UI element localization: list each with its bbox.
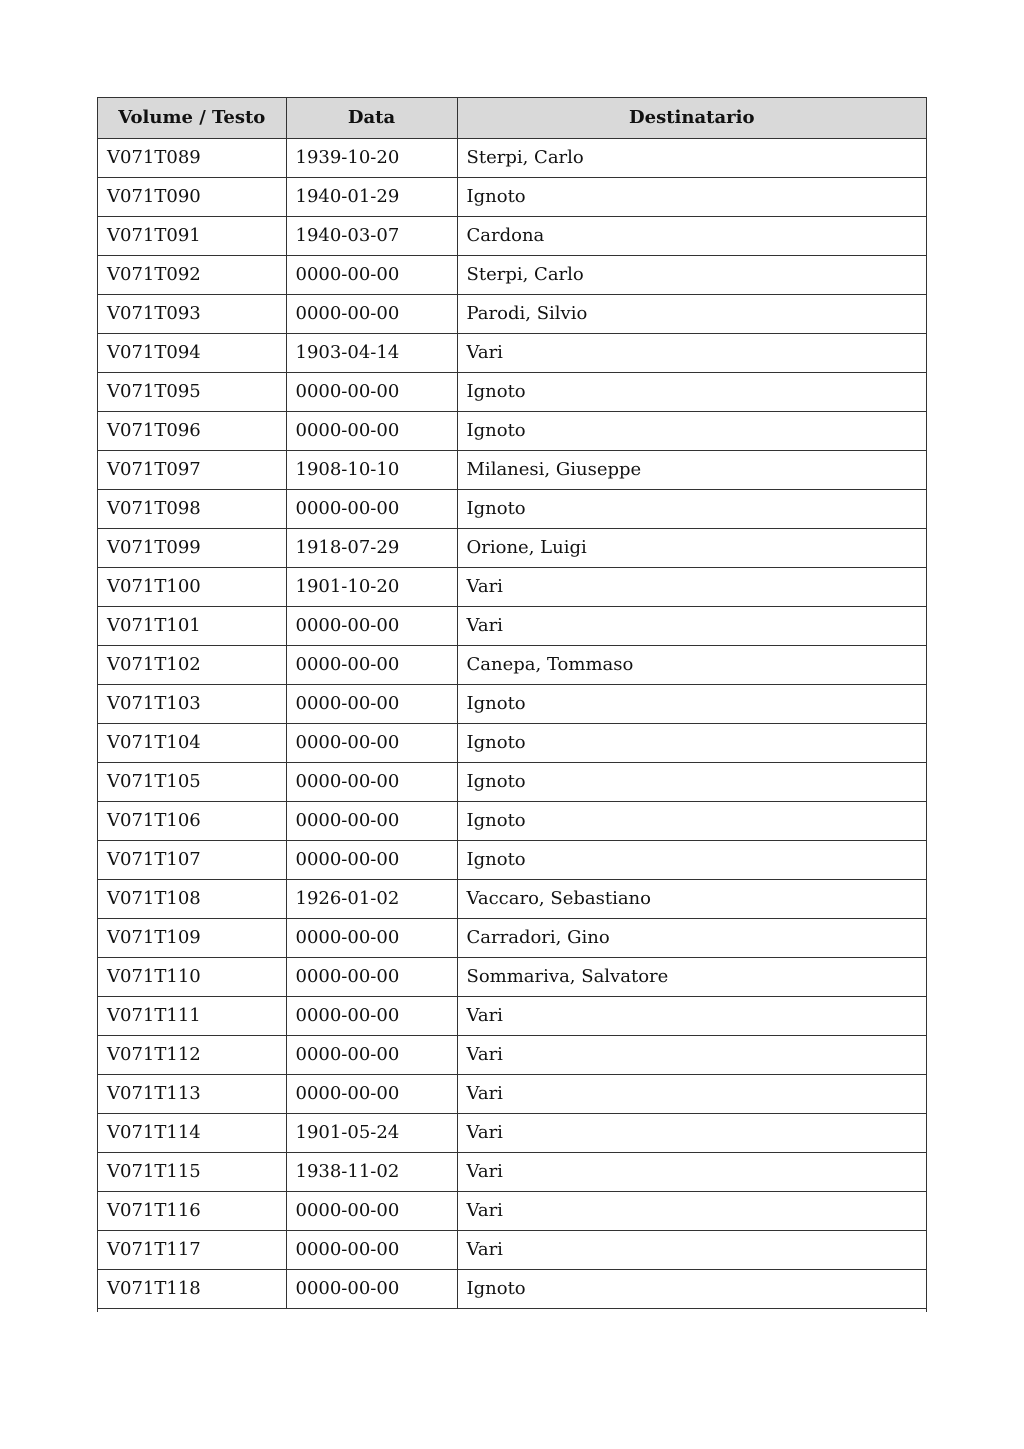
cell-volume-testo: V071T117 [98,1230,286,1269]
cell-data: 0000-00-00 [286,723,457,762]
cell-destinatario: Vari [457,1074,926,1113]
cell-destinatario: Sterpi, Carlo [457,255,926,294]
cell-destinatario: Canepa, Tommaso [457,645,926,684]
table-row [98,294,926,333]
cell-destinatario: Ignoto [457,489,926,528]
cell-data: 0000-00-00 [286,1191,457,1230]
cell-volume-testo: V071T104 [98,723,286,762]
cell-destinatario: Ignoto [457,762,926,801]
cell-destinatario: Vaccaro, Sebastiano [457,879,926,918]
cell-destinatario: Ignoto [457,372,926,411]
table-row [98,1152,926,1191]
cell-data: 0000-00-00 [286,996,457,1035]
cell-data: 0000-00-00 [286,255,457,294]
table-row [98,528,926,567]
cell-data: 0000-00-00 [286,372,457,411]
cell-data: 0000-00-00 [286,411,457,450]
cell-data: 0000-00-00 [286,1074,457,1113]
cell-destinatario: Parodi, Silvio [457,294,926,333]
cell-destinatario: Vari [457,1152,926,1191]
cell-destinatario: Milanesi, Giuseppe [457,450,926,489]
cell-data: 0000-00-00 [286,1269,457,1308]
cell-volume-testo: V071T099 [98,528,286,567]
cell-volume-testo: V071T098 [98,489,286,528]
cell-destinatario: Vari [457,333,926,372]
cell-volume-testo: V071T115 [98,1152,286,1191]
table-body [98,138,926,1308]
cell-destinatario: Ignoto [457,840,926,879]
cell-destinatario: Vari [457,1191,926,1230]
cell-data: 0000-00-00 [286,1035,457,1074]
cell-destinatario: Ignoto [457,411,926,450]
cell-data: 0000-00-00 [286,294,457,333]
cell-volume-testo: V071T100 [98,567,286,606]
cell-volume-testo: V071T094 [98,333,286,372]
cell-destinatario: Orione, Luigi [457,528,926,567]
cell-destinatario: Ignoto [457,684,926,723]
table-row [98,1230,926,1269]
cell-data: 0000-00-00 [286,606,457,645]
table-row [98,567,926,606]
cell-destinatario: Ignoto [457,723,926,762]
cell-data: 0000-00-00 [286,801,457,840]
cell-data: 0000-00-00 [286,957,457,996]
cell-volume-testo: V071T109 [98,918,286,957]
cell-data: 0000-00-00 [286,489,457,528]
table-row [98,372,926,411]
table-row [98,879,926,918]
table-row [98,1074,926,1113]
cell-volume-testo: V071T107 [98,840,286,879]
cell-volume-testo: V071T113 [98,1074,286,1113]
cell-destinatario: Carradori, Gino [457,918,926,957]
cell-data: 1939-10-20 [286,138,457,177]
table-row [98,1269,926,1308]
letters-table [98,98,926,1309]
cell-data: 1940-03-07 [286,216,457,255]
cell-volume-testo: V071T092 [98,255,286,294]
cell-destinatario: Vari [457,1035,926,1074]
header-data: Data [286,98,457,138]
cell-data: 0000-00-00 [286,918,457,957]
cell-destinatario: Vari [457,1230,926,1269]
table-row [98,996,926,1035]
cell-data: 1926-01-02 [286,879,457,918]
cell-volume-testo: V071T118 [98,1269,286,1308]
table-row [98,333,926,372]
cell-data: 1901-05-24 [286,1113,457,1152]
table-row [98,957,926,996]
cell-destinatario: Ignoto [457,177,926,216]
cell-destinatario: Vari [457,1113,926,1152]
cell-volume-testo: V071T110 [98,957,286,996]
cell-data: 1938-11-02 [286,1152,457,1191]
table-row [98,177,926,216]
cell-destinatario: Sommariva, Salvatore [457,957,926,996]
cell-data: 0000-00-00 [286,762,457,801]
cell-volume-testo: V071T095 [98,372,286,411]
cell-destinatario: Ignoto [457,801,926,840]
cell-volume-testo: V071T089 [98,138,286,177]
cell-volume-testo: V071T111 [98,996,286,1035]
cell-volume-testo: V071T096 [98,411,286,450]
cell-destinatario: Ignoto [457,1269,926,1308]
table-row [98,1191,926,1230]
cell-volume-testo: V071T112 [98,1035,286,1074]
table-row [98,918,926,957]
cell-volume-testo: V071T114 [98,1113,286,1152]
cell-data: 1908-10-10 [286,450,457,489]
cell-destinatario: Sterpi, Carlo [457,138,926,177]
table-row [98,801,926,840]
cell-volume-testo: V071T091 [98,216,286,255]
table-row [98,606,926,645]
cell-data: 1918-07-29 [286,528,457,567]
cell-volume-testo: V071T101 [98,606,286,645]
table-row [98,255,926,294]
cell-data: 0000-00-00 [286,684,457,723]
cell-volume-testo: V071T093 [98,294,286,333]
table-row [98,1113,926,1152]
letters-table-container [97,97,927,1312]
table-row [98,411,926,450]
table-row [98,1035,926,1074]
header-destinatario: Destinatario [457,98,926,138]
cell-volume-testo: V071T116 [98,1191,286,1230]
cell-data: 1940-01-29 [286,177,457,216]
cell-destinatario: Cardona [457,216,926,255]
table-row [98,840,926,879]
table-row [98,762,926,801]
table-row [98,645,926,684]
cell-destinatario: Vari [457,567,926,606]
cell-volume-testo: V071T106 [98,801,286,840]
cell-data: 0000-00-00 [286,840,457,879]
cell-destinatario: Vari [457,996,926,1035]
table-header-row [98,98,926,138]
cell-data: 1901-10-20 [286,567,457,606]
cell-volume-testo: V071T108 [98,879,286,918]
table-row [98,450,926,489]
cell-data: 0000-00-00 [286,645,457,684]
cell-data: 0000-00-00 [286,1230,457,1269]
cell-volume-testo: V071T090 [98,177,286,216]
cell-volume-testo: V071T097 [98,450,286,489]
cell-data: 1903-04-14 [286,333,457,372]
table-row [98,684,926,723]
cell-volume-testo: V071T105 [98,762,286,801]
header-volume-testo: Volume / Testo [98,98,286,138]
cell-destinatario: Vari [457,606,926,645]
cell-volume-testo: V071T103 [98,684,286,723]
table-row [98,723,926,762]
table-row [98,216,926,255]
cell-volume-testo: V071T102 [98,645,286,684]
table-row [98,489,926,528]
table-row [98,138,926,177]
